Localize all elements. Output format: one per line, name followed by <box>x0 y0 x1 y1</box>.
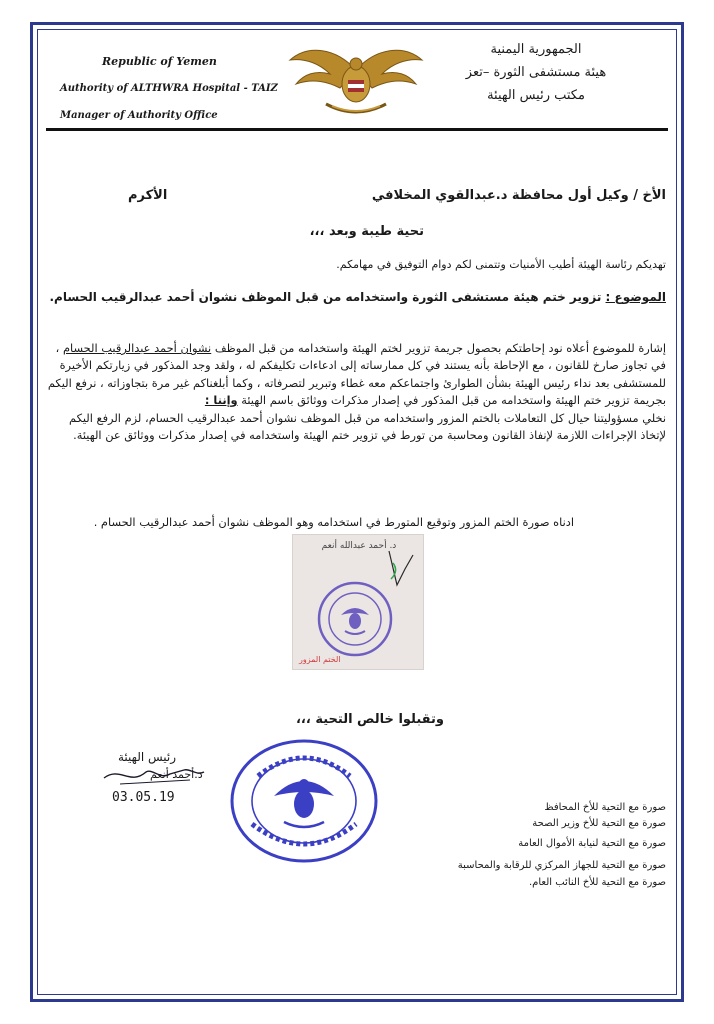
closing-line: وتقبلوا خالص التحية ،،، <box>295 712 444 727</box>
signature-date: 03.05.19 <box>112 790 175 805</box>
letterhead-authority-ar: هيئة مستشفى الثورة –تعز <box>465 65 607 80</box>
forged-stamp-icon <box>293 535 423 669</box>
copies-list <box>336 800 666 891</box>
letterhead-office-en: Manager of Authority Office <box>60 110 218 121</box>
subject-line <box>49 290 666 304</box>
greeting: تحية طيبة وبعد ،،، <box>309 224 424 239</box>
employee-name: نشوان أحمد عبدالرقيب الحسام <box>62 341 212 355</box>
signatory-title: رئيس الهيئة <box>118 750 177 764</box>
letter-body <box>40 340 666 444</box>
forged-stamp-photo <box>292 534 424 670</box>
arabic-letterhead <box>426 38 646 107</box>
body-p1-rest: ، في تجاوز صارخ للقانون ، مع الإحاطة بأنه يستند في كل ممارساته إلى ادعاءات تكليفكم له ، ولقد وجد المذكور في زيارتكم الأخيرة للمستشفى بعد نداء رئيس الهيئة بشأن الطوارئ واجتماعكم معه غطاء وتبرير لتصرفاته ، وكما أبلغناكم غير مرة بتجاوزاته ، نرفع اليكم بجريمة تزوير ختم الهيئة واستخدامه من قبل المذكور في إصدار مذكرات ووثائق باسم الهيئة <box>47 341 666 408</box>
photo-caption: الختم المزور <box>299 655 341 664</box>
copy-audit-bureau: صورة مع التحية للجهاز المركزي للرقابة والمحاسبة <box>457 860 666 872</box>
letterhead-divider <box>46 128 668 131</box>
letterhead-authority-en: Authority of ALTHWRA Hospital - TAIZ <box>60 83 278 94</box>
body-paragraph-1 <box>40 340 666 410</box>
copy-health-minister: صورة مع التحية للأخ وزير الصحة <box>532 818 666 830</box>
body-paragraph-2: نخلي مسؤوليتنا حيال كل التعاملات بالختم المزور واستخدامه من قبل الموظف نشوان أحمد عبدالرقيب الحسام، لزم الرفع اليكم لإتخاذ الإجراءات اللازمة لإنفاذ القانون ومحاسبة من تورط في تزوير ختم الهيئة واستخدامه في إصدار مذكرات ووثائق عن الهيئة. <box>68 410 666 443</box>
photo-signature-name: د. أحمد عبدالله أنعم <box>321 541 397 551</box>
body-p1-start: إشارة للموضوع أعلاه نود إحاطتكم بحصول جريمة تزوير لختم الهيئة واستخدامه من قبل الموظف <box>211 341 666 355</box>
letterhead-office-ar: مكتب رئيس الهيئة <box>487 88 585 103</box>
courtesy-line: تهديكم رئاسة الهيئة أطيب الأمنيات وتتمنى لكم دوام التوفيق في مهامكم. <box>336 258 666 271</box>
signatory-name: د.أحمد أنعم <box>150 768 203 781</box>
emphasis-we: وإننا : <box>204 393 238 408</box>
subject-text: تزوير ختم هيئة مستشفى الثورة واستخدامه من قبل الموظف نشوان أحمد عبدالرقيب الحسام. <box>49 290 602 304</box>
letterhead-country-en: Republic of Yemen <box>102 55 217 68</box>
english-letterhead <box>60 48 280 129</box>
honorific: الأكرم <box>128 188 168 203</box>
copy-attorney-general: صورة مع التحية للأخ النائب العام. <box>528 876 666 888</box>
yemen-eagle-emblem-icon <box>286 40 426 122</box>
copy-governor: صورة مع التحية للأخ المحافظ <box>544 802 666 813</box>
photo-note: ادناه صورة الختم المزور وتوقيع المتورط في استخدامه وهو الموظف نشوان أحمد عبدالرقيب الحسام . <box>93 515 574 529</box>
addressee-line: الأخ / وكيل أول محافظة د.عبدالقوي المخلافي <box>371 188 666 203</box>
letterhead-country-ar: الجمهورية اليمنية <box>490 42 582 57</box>
subject-label: الموضوع : <box>605 290 666 304</box>
copy-public-funds-prosecution: صورة مع التحية لنيابة الأموال العامة <box>518 837 666 849</box>
